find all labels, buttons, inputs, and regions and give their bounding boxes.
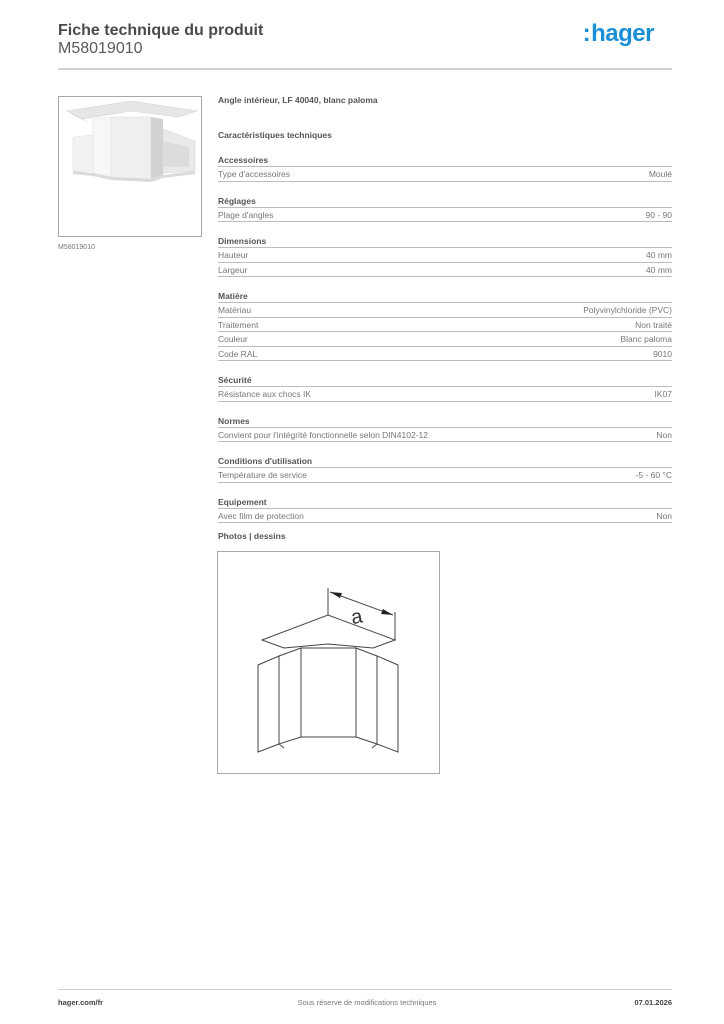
product-reference: M58019010 <box>58 40 143 57</box>
spec-group-equipement <box>218 495 672 524</box>
spec-row <box>218 318 672 333</box>
group-title: Sécurité <box>218 373 672 387</box>
spec-label: Résistance aux chocs IK <box>218 389 312 399</box>
spec-label: Matériau <box>218 305 252 315</box>
spec-row <box>218 332 672 347</box>
spec-value: -5 - 60 °C <box>635 470 672 480</box>
spec-group-reglages <box>218 194 672 223</box>
spec-row <box>218 248 672 263</box>
group-title: Dimensions <box>218 234 672 248</box>
angle-fitting-photo-icon <box>59 97 201 236</box>
group-title: Matière <box>218 289 672 303</box>
spec-row <box>218 167 672 182</box>
product-photo <box>58 96 202 237</box>
header-divider <box>58 68 672 70</box>
logo-colon: : <box>582 20 591 47</box>
spec-label: Code RAL <box>218 348 258 359</box>
spec-group-matiere <box>218 289 672 361</box>
footer-website: hager.com/fr <box>58 998 104 1007</box>
spec-group-conditions <box>218 454 672 483</box>
spec-value: IK07 <box>654 389 672 399</box>
page-title: Fiche technique du produit <box>58 22 264 39</box>
spec-value: Non <box>656 510 672 521</box>
spec-row <box>218 428 672 443</box>
spec-label: Hauteur <box>218 250 249 260</box>
spec-value: 90 - 90 <box>645 209 672 220</box>
product-name: Angle intérieur, LF 40040, blanc paloma <box>218 95 378 105</box>
photo-caption: M58019010 <box>58 244 95 251</box>
spec-value: 40 mm <box>646 264 672 275</box>
spec-row <box>218 208 672 223</box>
spec-row <box>218 509 672 524</box>
spec-label: Couleur <box>218 334 248 344</box>
spec-value: Non traité <box>635 319 672 330</box>
photos-title: Photos | dessins <box>218 531 286 541</box>
technical-drawing <box>217 551 440 774</box>
logo-text: hager <box>591 20 654 47</box>
svg-text:a: a <box>349 605 365 630</box>
footer-date: 07.01.2026 <box>634 998 672 1007</box>
hager-logo <box>583 20 654 48</box>
angle-drawing-icon <box>218 552 439 773</box>
spec-value: 9010 <box>653 348 672 359</box>
spec-label: Type d'accessoires <box>218 169 291 179</box>
specifications <box>218 90 672 523</box>
spec-label: Largeur <box>218 264 248 275</box>
spec-row <box>218 347 672 362</box>
spec-label: Plage d'angles <box>218 209 274 220</box>
spec-label: Traitement <box>218 319 259 330</box>
group-title: Normes <box>218 414 672 428</box>
spec-value: Blanc paloma <box>620 334 672 344</box>
footer-divider <box>58 989 672 990</box>
spec-group-normes <box>218 414 672 443</box>
spec-value: Non <box>656 429 672 440</box>
section-title: Caractéristiques techniques <box>218 130 332 140</box>
group-title: Equipement <box>218 495 672 509</box>
spec-row <box>218 263 672 278</box>
spec-row <box>218 468 672 483</box>
spec-label: Avec film de protection <box>218 510 304 521</box>
spec-group-accessoires <box>218 153 672 182</box>
group-title: Réglages <box>218 194 672 208</box>
spec-group-securite <box>218 373 672 402</box>
group-title: Accessoires <box>218 153 672 167</box>
spec-label: Température de service <box>218 470 307 480</box>
spec-row <box>218 303 672 318</box>
spec-row <box>218 387 672 402</box>
spec-value: Moulé <box>648 169 672 179</box>
footer-disclaimer: Sous réserve de modifications techniques <box>297 998 437 1007</box>
group-title: Conditions d'utilisation <box>218 454 672 468</box>
page-header <box>58 20 672 70</box>
spec-group-dimensions <box>218 234 672 277</box>
spec-value: Polyvinylchloride (PVC) <box>583 305 672 315</box>
spec-value: 40 mm <box>646 250 672 260</box>
spec-label: Convient pour l'intégrité fonctionnelle selon DIN4102-12 <box>218 429 429 440</box>
